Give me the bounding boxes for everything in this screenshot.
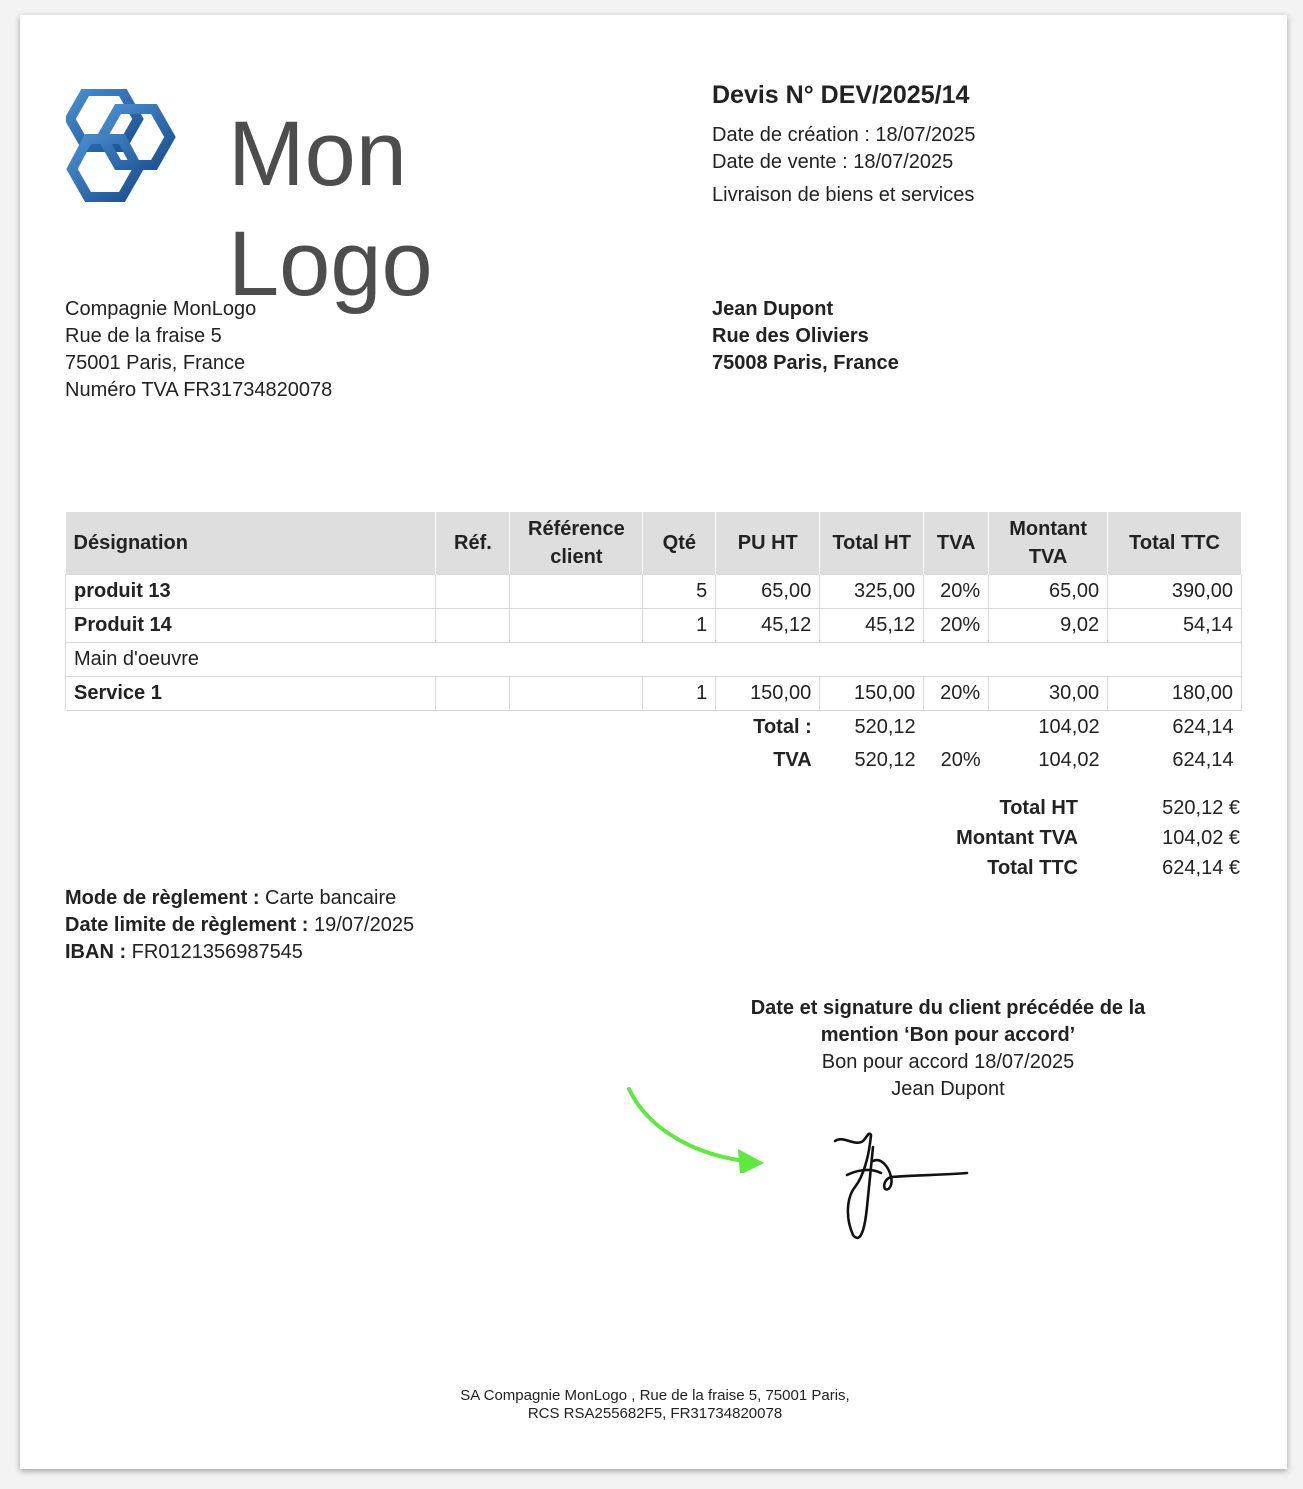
delivery-type: Livraison de biens et services <box>712 184 975 206</box>
totals-summary <box>900 793 1240 883</box>
cell-qty: 1 <box>643 677 716 711</box>
buyer-address <box>712 296 899 377</box>
cell-client-ref <box>510 575 643 609</box>
col-client-ref-line2: client <box>550 546 603 568</box>
section-label: Main d'oeuvre <box>66 643 1242 677</box>
footer-line-1: SA Compagnie MonLogo , Rue de la fraise 5, 75001 Paris, <box>460 1387 850 1404</box>
col-client-ref <box>510 512 643 575</box>
cell-total-ht: 325,00 <box>820 575 924 609</box>
total-row <box>66 711 1242 745</box>
footer-line-2: RCS RSA255682F5, FR31734820078 <box>527 1405 783 1422</box>
col-montant-tva-line2: TVA <box>1028 546 1068 568</box>
payment-iban <box>65 939 414 966</box>
totals-ttc-value: 624,14 € <box>1162 857 1240 879</box>
arrow-icon <box>620 1083 770 1173</box>
tva-row-montant-tva: 104,02 <box>1038 749 1100 771</box>
cell-designation: Service 1 <box>66 677 436 711</box>
cell-total-ht: 150,00 <box>820 677 924 711</box>
table-row <box>66 677 1242 711</box>
handwritten-signature <box>825 1127 985 1247</box>
cell-qty: 1 <box>643 609 716 643</box>
cell-client-ref <box>510 609 643 643</box>
totals-row-ht <box>900 793 1240 823</box>
cell-designation: produit 13 <box>66 575 436 609</box>
totals-tva-label: Montant TVA <box>956 827 1078 849</box>
payment-deadline <box>65 912 414 939</box>
tva-row-ttc: 624,14 <box>1172 749 1234 771</box>
col-ref: Réf. <box>436 512 510 575</box>
seller-vat: Numéro TVA FR31734820078 <box>65 379 333 401</box>
signature-accord: Bon pour accord 18/07/2025 <box>821 1051 1075 1073</box>
signature-name: Jean Dupont <box>891 1078 1005 1100</box>
payment-mode-label: Mode de règlement : <box>65 887 260 909</box>
total-row-ht: 520,12 <box>854 716 916 738</box>
cell-tva: 20% <box>924 609 989 643</box>
signature-instruction-1: Date et signature du client précédée de la <box>750 997 1146 1019</box>
buyer-street: Rue des Oliviers <box>712 325 869 347</box>
cell-total-ttc: 180,00 <box>1108 677 1242 711</box>
cell-total-ttc: 390,00 <box>1108 575 1242 609</box>
totals-row-ttc <box>900 853 1240 883</box>
hexagon-logo-icon <box>66 89 184 207</box>
logo-text: Mon Logo <box>228 103 433 315</box>
tva-row-rate: 20% <box>940 749 981 771</box>
col-designation: Désignation <box>66 512 436 575</box>
total-row-tva-empty <box>924 711 989 745</box>
cell-montant-tva: 65,00 <box>989 575 1108 609</box>
buyer-name: Jean Dupont <box>712 298 834 320</box>
table-row <box>66 609 1242 643</box>
signature-block <box>720 995 1176 1103</box>
table-row <box>66 575 1242 609</box>
totals-ht-label: Total HT <box>999 797 1078 819</box>
payment-iban-value: FR0121356987545 <box>131 941 303 963</box>
payment-mode-value: Carte bancaire <box>265 887 397 909</box>
items-table <box>65 512 1242 777</box>
payment-mode <box>65 885 414 912</box>
totals-tva-value: 104,02 € <box>1162 827 1240 849</box>
cell-qty: 5 <box>643 575 716 609</box>
sale-date: Date de vente : 18/07/2025 <box>712 151 954 173</box>
col-montant-tva <box>989 512 1108 575</box>
totals-row-tva <box>900 823 1240 853</box>
signature-instruction-2: mention ‘Bon pour accord’ <box>820 1024 1076 1046</box>
tva-row-ht: 520,12 <box>854 749 916 771</box>
total-row-ttc: 624,14 <box>1172 716 1234 738</box>
creation-date: Date de création : 18/07/2025 <box>712 124 976 146</box>
payment-deadline-value: 19/07/2025 <box>313 914 415 936</box>
tva-row <box>66 744 1242 777</box>
payment-info <box>65 885 414 966</box>
totals-ht-value: 520,12 € <box>1162 797 1240 819</box>
cell-ref <box>436 609 510 643</box>
col-pu-ht: PU HT <box>716 512 820 575</box>
seller-street: Rue de la fraise 5 <box>65 325 222 347</box>
col-qty: Qté <box>643 512 716 575</box>
cell-pu-ht: 150,00 <box>716 677 820 711</box>
col-montant-tva-line1: Montant <box>1009 518 1087 540</box>
cell-total-ttc: 54,14 <box>1108 609 1242 643</box>
cell-pu-ht: 45,12 <box>716 609 820 643</box>
col-client-ref-line1: Référence <box>528 518 625 540</box>
payment-deadline-label: Date limite de règlement : <box>65 914 309 936</box>
totals-ttc-label: Total TTC <box>987 857 1078 879</box>
cell-ref <box>436 677 510 711</box>
total-row-label: Total : <box>753 716 812 738</box>
total-row-montant-tva: 104,02 <box>1038 716 1100 738</box>
cell-client-ref <box>510 677 643 711</box>
cell-designation: Produit 14 <box>66 609 436 643</box>
cell-ref <box>436 575 510 609</box>
quote-title: Devis N° DEV/2025/14 <box>712 81 970 109</box>
cell-tva: 20% <box>924 677 989 711</box>
cell-montant-tva: 30,00 <box>989 677 1108 711</box>
seller-name: Compagnie MonLogo <box>65 298 257 320</box>
cell-tva: 20% <box>924 575 989 609</box>
col-tva: TVA <box>924 512 989 575</box>
footer <box>400 1387 910 1423</box>
seller-address <box>65 296 332 404</box>
cell-total-ht: 45,12 <box>820 609 924 643</box>
buyer-city: 75008 Paris, France <box>712 352 899 374</box>
col-total-ht: Total HT <box>820 512 924 575</box>
document-page <box>20 15 1287 1469</box>
table-header-row <box>66 512 1242 575</box>
cell-pu-ht: 65,00 <box>716 575 820 609</box>
col-total-ttc: Total TTC <box>1108 512 1242 575</box>
cell-montant-tva: 9,02 <box>989 609 1108 643</box>
table-section-row <box>66 643 1242 677</box>
payment-iban-label: IBAN : <box>65 941 127 963</box>
tva-row-label: TVA <box>773 749 812 771</box>
seller-city: 75001 Paris, France <box>65 352 246 374</box>
